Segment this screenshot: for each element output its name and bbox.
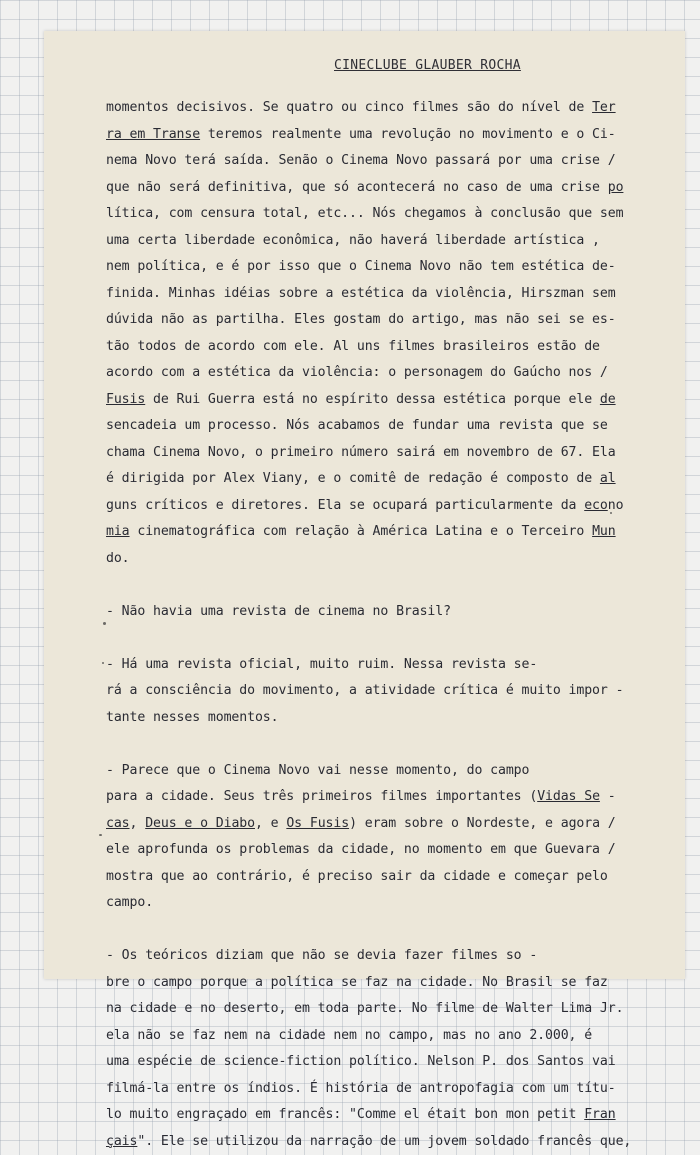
text-line — [106, 811, 666, 838]
text-fragment: tão todos de acordo com ele. Al uns filmes brasileiros estão de — [106, 339, 600, 354]
text-line — [106, 466, 666, 493]
text-fragment: - Os teóricos diziam que não se devia fazer filmes so - — [106, 948, 537, 963]
text-fragment: - Há uma revista oficial, muito ruim. Nessa revista se- — [106, 657, 537, 672]
document-body — [106, 95, 666, 1155]
text-line — [106, 201, 666, 228]
text-line — [106, 996, 666, 1023]
text-fragment: no — [608, 498, 624, 513]
text-fragment: mostra que ao contrário, é preciso sair da cidade e começar pelo — [106, 869, 608, 884]
underlined-title-fragment: ra em Transe — [106, 127, 200, 142]
text-fragment: chama Cinema Novo, o primeiro número sairá em novembro de 67. Ela — [106, 445, 616, 460]
text-line — [106, 519, 666, 546]
text-line — [106, 1049, 666, 1076]
text-line — [106, 175, 666, 202]
text-line — [106, 95, 666, 122]
underlined-title-fragment: Mun — [592, 524, 616, 539]
text-line — [106, 705, 666, 732]
text-line — [106, 281, 666, 308]
ink-speck — [610, 512, 612, 514]
text-fragment: ) eram sobre o Nordeste, e agora / — [349, 816, 616, 831]
text-fragment: ele aprofunda os problemas da cidade, no momento em que Guevara / — [106, 842, 616, 857]
text-fragment: sencadeia um processo. Nós acabamos de fundar uma revista que se — [106, 418, 608, 433]
underlined-title-fragment: po — [608, 180, 624, 195]
text-line — [106, 334, 666, 361]
underlined-title-fragment: de — [600, 392, 616, 407]
text-line — [106, 493, 666, 520]
text-fragment: nema Novo terá saída. Senão o Cinema Novo passará por uma crise / — [106, 153, 616, 168]
text-line — [106, 413, 666, 440]
paragraph-gap — [106, 731, 666, 758]
text-fragment: filmá-la entre os índios. É história de antropofagia com um títu- — [106, 1081, 616, 1096]
underlined-title-fragment: çais — [106, 1134, 137, 1149]
paragraph-gap — [106, 625, 666, 652]
text-fragment: na cidade e no deserto, em toda parte. No filme de Walter Lima Jr. — [106, 1001, 623, 1016]
text-line — [106, 837, 666, 864]
underlined-title-fragment: Vidas Se — [537, 789, 600, 804]
text-fragment: , e — [255, 816, 286, 831]
text-fragment: - Não havia uma revista de cinema no Brasil? — [106, 604, 451, 619]
ink-speck — [103, 622, 106, 625]
underlined-title-fragment: cas — [106, 816, 130, 831]
text-line — [106, 387, 666, 414]
text-line — [106, 864, 666, 891]
text-fragment: ela não se faz nem na cidade nem no campo, mas no ano 2.000, é — [106, 1028, 592, 1043]
underlined-title-fragment: Deus e o Diabo — [145, 816, 255, 831]
underlined-title-fragment: Ter — [592, 100, 616, 115]
text-fragment: rá a consciência do movimento, a atividade crítica é muito impor - — [106, 683, 623, 698]
text-fragment: bre o campo porque a política se faz na cidade. No Brasil se faz — [106, 975, 608, 990]
text-fragment: teremos realmente uma revolução no movimento e o Ci- — [200, 127, 616, 142]
text-line — [106, 758, 666, 785]
underlined-title-fragment: eco — [584, 498, 608, 513]
text-fragment: do. — [106, 551, 130, 566]
text-fragment: uma espécie de science-fiction político. Nelson P. dos Santos vai — [106, 1054, 616, 1069]
typewritten-page — [44, 31, 685, 979]
text-line — [106, 943, 666, 970]
text-fragment: lo muito engraçado em francês: "Comme el était bon mon petit — [106, 1107, 584, 1122]
text-fragment: , — [130, 816, 146, 831]
underlined-title-fragment: Fran — [584, 1107, 615, 1122]
text-fragment: lítica, com censura total, etc... Nós chegamos à conclusão que sem — [106, 206, 623, 221]
text-fragment: que não será definitiva, que só acontecerá no caso de uma crise — [106, 180, 608, 195]
text-fragment: - Parece que o Cinema Novo vai nesse momento, do campo — [106, 763, 529, 778]
text-fragment: uma certa liberdade econômica, não haverá liberdade artística , — [106, 233, 600, 248]
text-line — [106, 1129, 666, 1155]
text-fragment: cinematográfica com relação à América Latina e o Terceiro — [130, 524, 593, 539]
underlined-title-fragment: mia — [106, 524, 130, 539]
text-fragment: guns críticos e diretores. Ela se ocupará particularmente da — [106, 498, 584, 513]
text-line — [106, 360, 666, 387]
text-line — [106, 599, 666, 626]
text-fragment: momentos decisivos. Se quatro ou cinco filmes são do nível de — [106, 100, 592, 115]
text-line — [106, 890, 666, 917]
text-fragment: é dirigida por Alex Viany, e o comitê de redação é composto de — [106, 471, 600, 486]
text-fragment: para a cidade. Seus três primeiros filmes importantes ( — [106, 789, 537, 804]
text-fragment: finida. Minhas idéias sobre a estética da violência, Hirszman sem — [106, 286, 616, 301]
text-line — [106, 254, 666, 281]
underlined-title-fragment: al — [600, 471, 616, 486]
text-line — [106, 307, 666, 334]
underlined-title-fragment: Fusis — [106, 392, 145, 407]
text-line — [106, 784, 666, 811]
text-line — [106, 546, 666, 573]
ink-speck — [102, 662, 104, 664]
text-fragment: acordo com a estética da violência: o personagem do Gaúcho nos / — [106, 365, 608, 380]
text-line — [106, 1076, 666, 1103]
text-line — [106, 1102, 666, 1129]
underlined-title-fragment: Os Fusis — [286, 816, 349, 831]
text-fragment: dúvida não as partilha. Eles gostam do artigo, mas não sei se es- — [106, 312, 616, 327]
text-fragment: ". Ele se utilizou da narração de um jovem soldado francês que, — [137, 1134, 631, 1149]
text-fragment: tante nesses momentos. — [106, 710, 278, 725]
text-line — [106, 970, 666, 997]
paragraph-gap — [106, 917, 666, 944]
text-fragment: - — [600, 789, 616, 804]
paragraph-gap — [106, 572, 666, 599]
page-header-title: CINECLUBE GLAUBER ROCHA — [334, 58, 534, 73]
text-fragment: de Rui Guerra está no espírito dessa estética porque ele — [145, 392, 600, 407]
text-fragment: campo. — [106, 895, 153, 910]
text-line — [106, 148, 666, 175]
text-line — [106, 122, 666, 149]
text-line — [106, 440, 666, 467]
ink-speck — [99, 834, 102, 836]
text-fragment: nem política, e é por isso que o Cinema Novo não tem estética de- — [106, 259, 616, 274]
text-line — [106, 678, 666, 705]
text-line — [106, 228, 666, 255]
text-line — [106, 652, 666, 679]
text-line — [106, 1023, 666, 1050]
